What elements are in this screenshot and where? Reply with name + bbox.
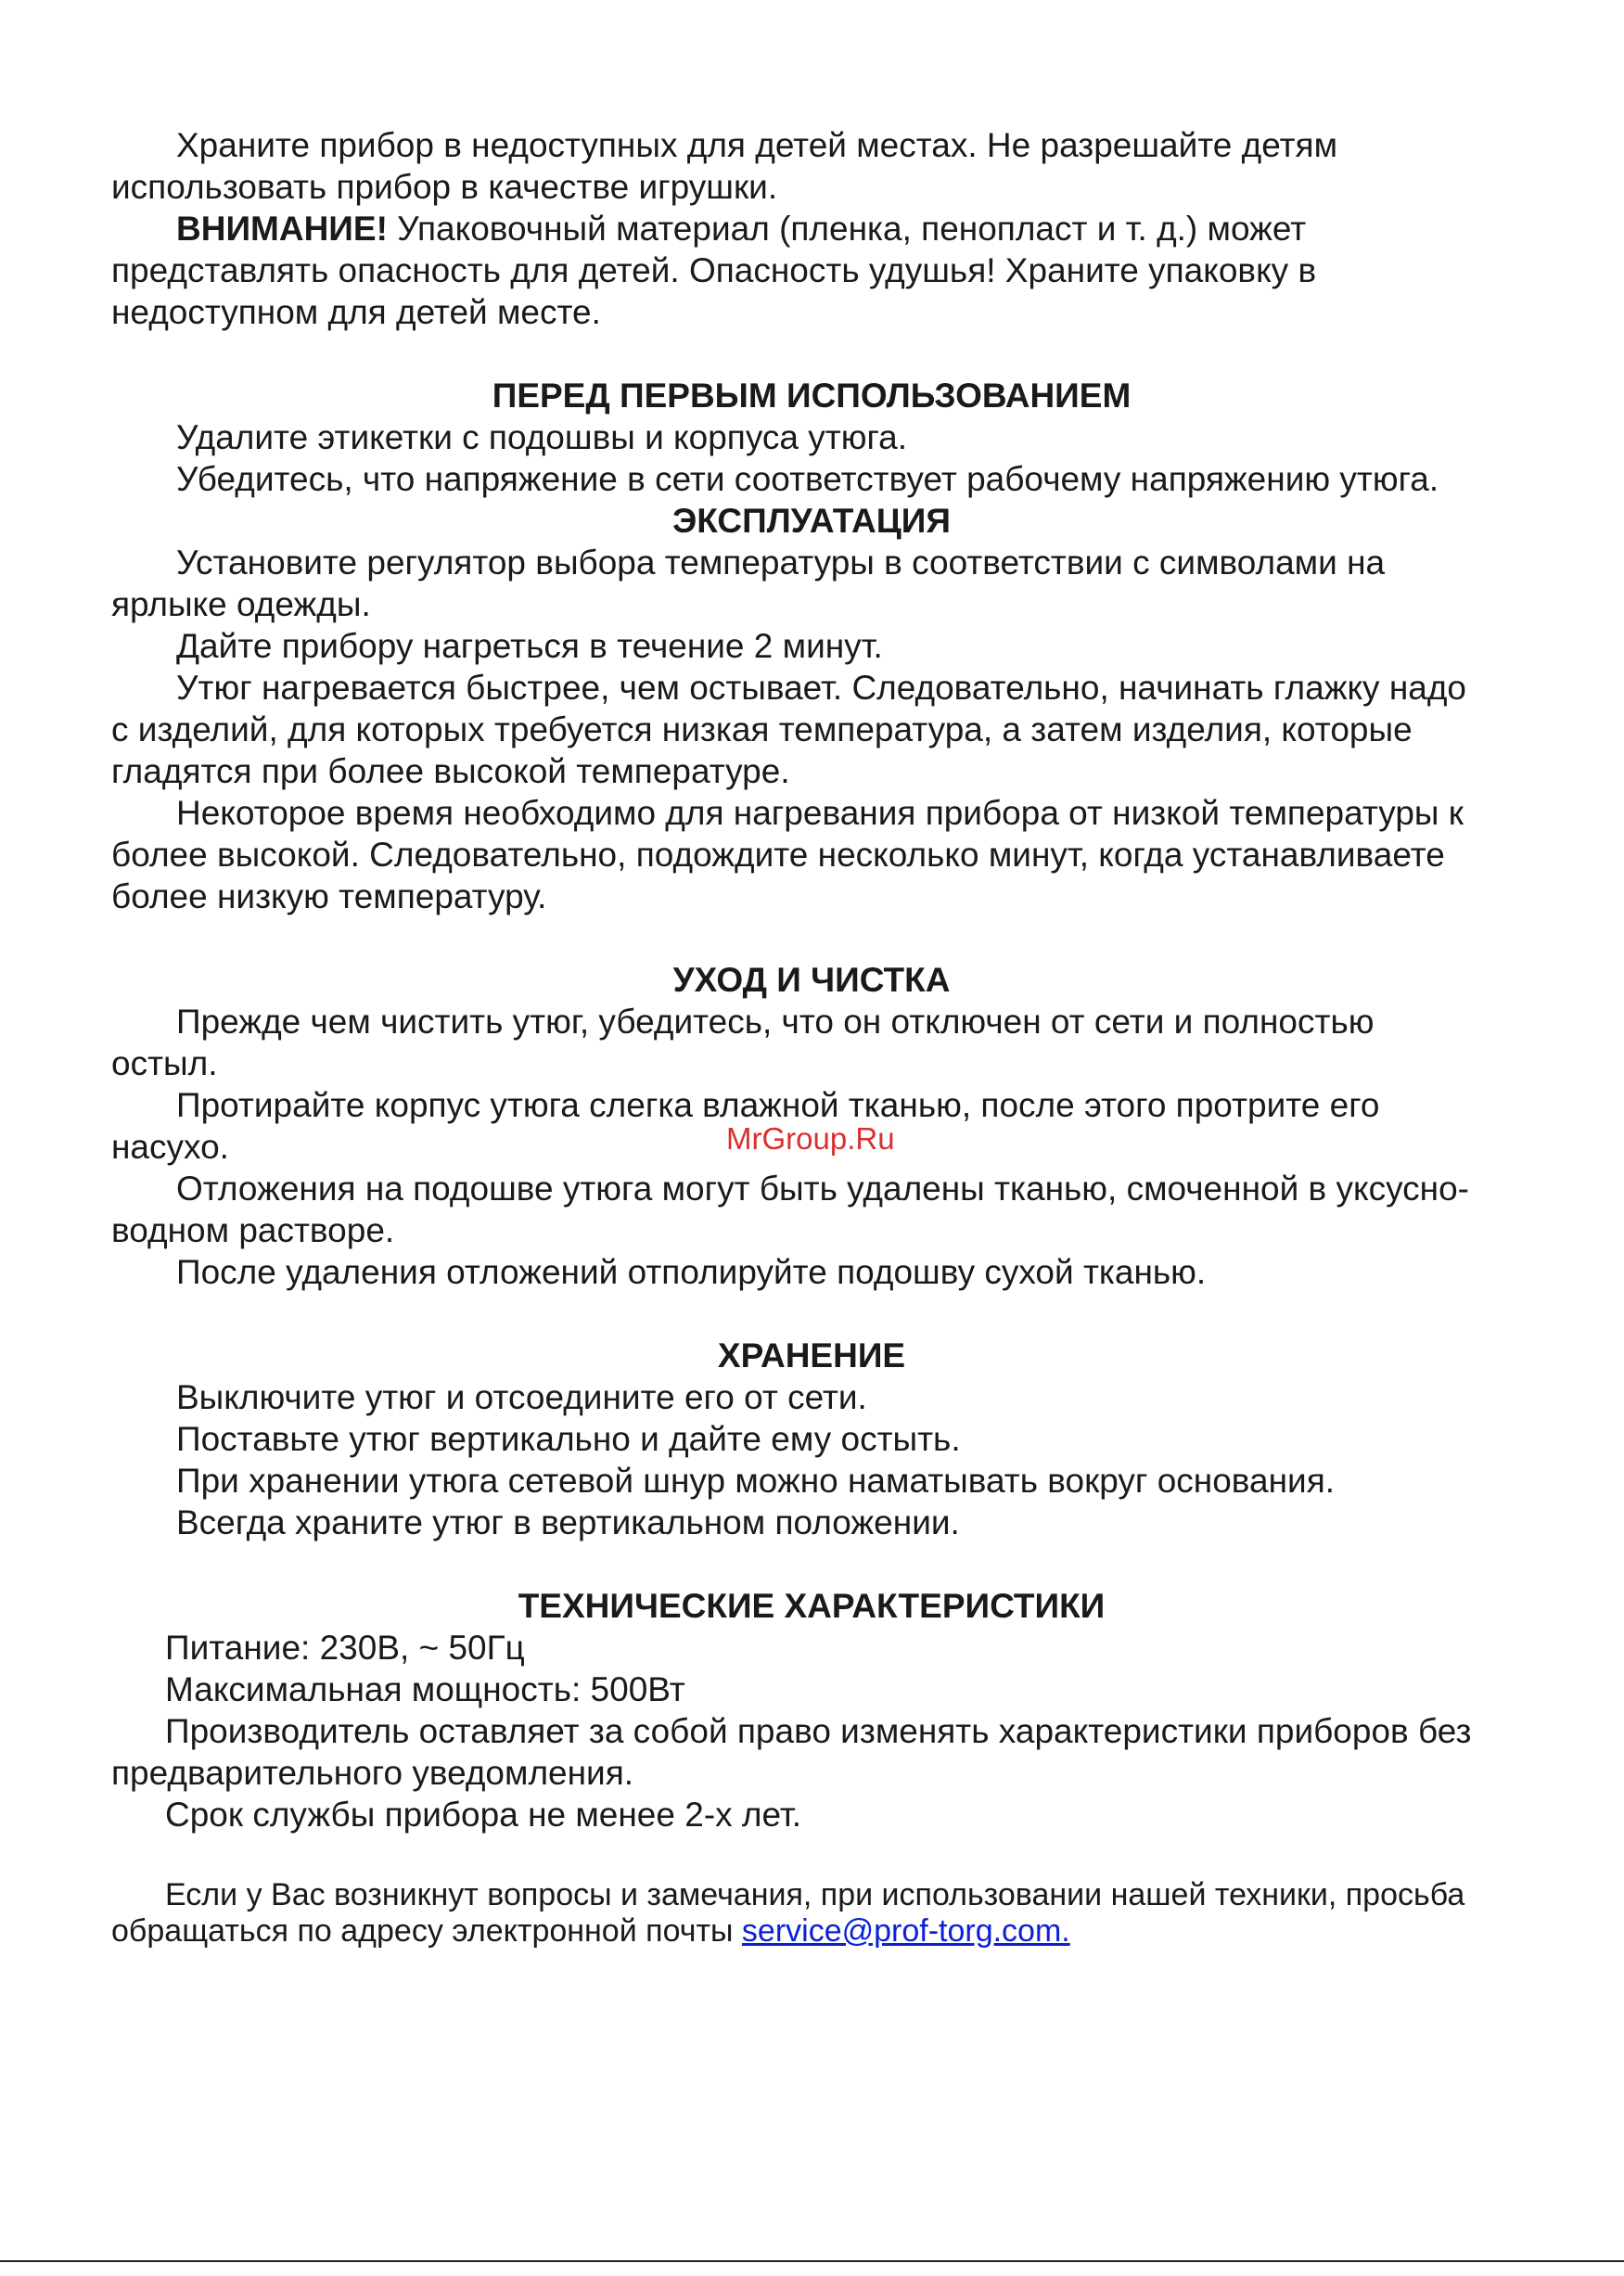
- paragraph: Установите регулятор выбора температуры в соответствии с символами на ярлыке одежды.: [111, 543, 1386, 623]
- paragraph: Отложения на подошве утюга могут быть удалены тканью, смоченной в уксусно-водном растворе.: [111, 1170, 1469, 1249]
- contact-text: Если у Вас возникнут вопросы и замечания, при использовании нашей техники, просьба обращаться по адресу электронной почты: [111, 1877, 1465, 1949]
- paragraph: Поставьте утюг вертикально и дайте ему остыть.: [176, 1420, 961, 1458]
- document-page: [111, 124, 1484, 1950]
- email-link[interactable]: service@prof-torg.com.: [741, 1913, 1070, 1949]
- spec-item: Производитель оставляет за собой право изменять характеристики приборов без предварительного уведомления.: [111, 1712, 1472, 1792]
- watermark-text: MrGroup.Ru: [726, 1121, 895, 1156]
- paragraph: Всегда храните утюг в вертикальном положении.: [176, 1503, 960, 1541]
- warning-text: Упаковочный материал (пленка, пенопласт и т. д.) может представлять опасность для детей. Опасность удушья! Храните упаковку в недоступном для детей месте.: [111, 210, 1317, 331]
- contact-paragraph: [111, 1877, 1484, 1950]
- paragraph: Прежде чем чистить утюг, убедитесь, что он отключен от сети и полностью остыл.: [111, 1003, 1375, 1082]
- paragraph: Удалите этикетки с подошвы и корпуса утюга.: [176, 418, 908, 456]
- spacer: [111, 1293, 1484, 1335]
- section-title-operation: ЭКСПЛУАТАЦИЯ: [671, 502, 951, 540]
- paragraph: При хранении утюга сетевой шнур можно наматывать вокруг основания.: [176, 1462, 1336, 1500]
- spec-item: Питание: 230В, ~ 50Гц: [165, 1629, 525, 1667]
- contact-block: [111, 1877, 1484, 1950]
- spec-item: Срок службы прибора не менее 2-х лет.: [165, 1796, 801, 1834]
- bottom-divider: [0, 2260, 1624, 2262]
- warning-label: ВНИМАНИЕ!: [176, 210, 388, 248]
- spacer: [111, 1835, 1484, 1877]
- paragraph: После удаления отложений отполируйте подошву сухой тканью.: [176, 1253, 1207, 1291]
- paragraph: Убедитесь, что напряжение в сети соответствует рабочему напряжению утюга.: [176, 460, 1439, 498]
- section-title-before-first-use: ПЕРЕД ПЕРВЫМ ИСПОЛЬЗОВАНИЕМ: [492, 377, 1132, 415]
- paragraph: Некоторое время необходимо для нагревания прибора от низкой температуры к более высокой. Следовательно, подождите несколько минут, когда устанавливаете более низкую температуру.: [111, 794, 1464, 915]
- spacer: [111, 917, 1484, 959]
- spec-item: Максимальная мощность: 500Вт: [165, 1670, 685, 1708]
- paragraph: Дайте прибору нагреться в течение 2 минут.: [176, 627, 883, 665]
- warning-paragraph: [111, 208, 1484, 333]
- section-title-storage: ХРАНЕНИЕ: [717, 1336, 906, 1375]
- paragraph: Утюг нагревается быстрее, чем остывает. Следовательно, начинать глажку надо с изделий, для которых требуется низкая температура, а затем изделия, которые гладятся при более высокой температуре.: [111, 669, 1467, 790]
- spacer: [111, 333, 1484, 375]
- spacer: [111, 1543, 1484, 1585]
- section-title-care: УХОД И ЧИСТКА: [672, 961, 951, 999]
- section-title-specs: ТЕХНИЧЕСКИЕ ХАРАКТЕРИСТИКИ: [518, 1587, 1106, 1625]
- paragraph: Выключите утюг и отсоедините его от сети.: [176, 1378, 867, 1416]
- paragraph: Протирайте корпус утюга слегка влажной тканью, после этого протрите его насухо.: [111, 1086, 1380, 1166]
- intro-paragraph: Храните прибор в недоступных для детей местах. Не разрешайте детям использовать прибор в качестве игрушки.: [111, 126, 1338, 206]
